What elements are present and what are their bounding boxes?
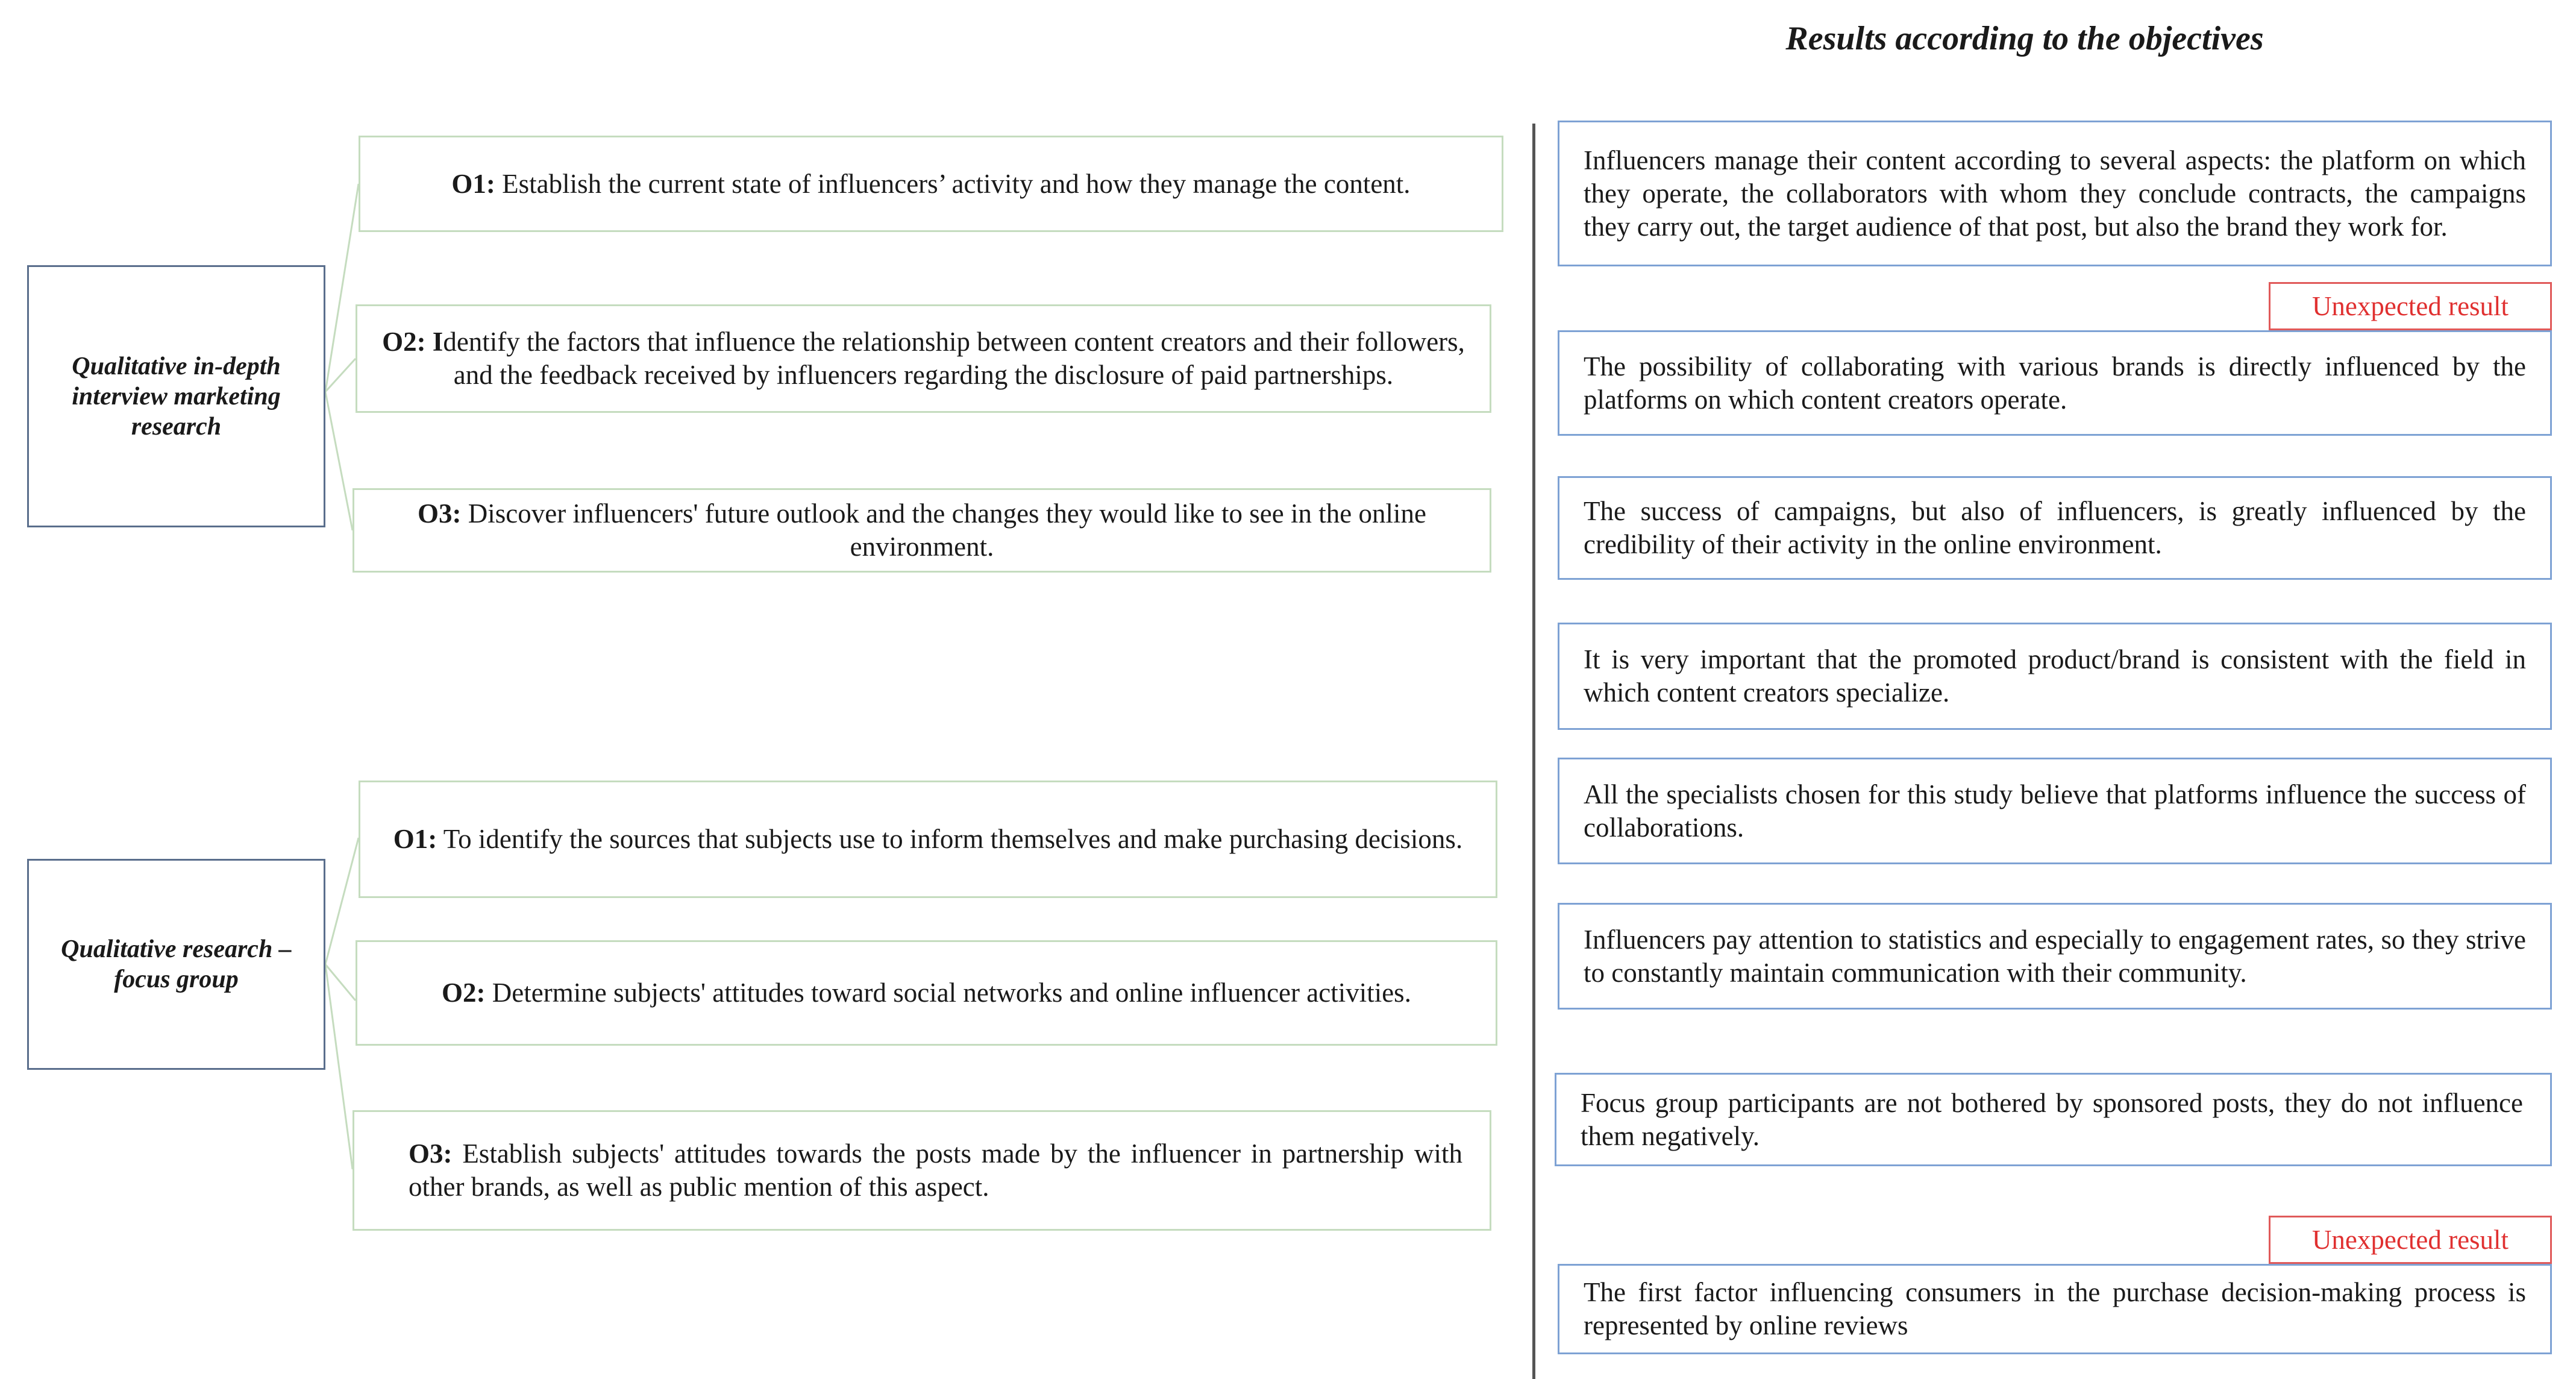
result-text: Influencers pay attention to statistics and especially to engagement rates, so they strive to constantly maintain communication with their community. [1584, 924, 2526, 988]
objective-text: To identify the sources that subjects use to inform themselves and make purchasing decisions. [437, 824, 1463, 854]
unexpected-result-badge-1 [2269, 282, 2552, 330]
objective-code: O2: I [382, 327, 443, 357]
objective-box-m2-o2 [356, 940, 1497, 1046]
result-text: The first factor influencing consumers in the purchase decision-making process is represented by online reviews [1584, 1277, 2526, 1340]
unexpected-label: Unexpected result [2311, 1225, 2509, 1255]
method-box-in-depth-interview [27, 265, 325, 527]
objective-text: Discover influencers' future outlook and the changes they would like to see in the online environment. [461, 498, 1426, 562]
objective-text: Establish the current state of influencers’ activity and how they manage the content. [495, 168, 1411, 199]
result-box-8 [1558, 1264, 2552, 1354]
result-text: The success of campaigns, but also of influencers, is greatly influenced by the credibility of their activity in the online environment. [1584, 496, 2526, 559]
connector-m2-o1 [325, 838, 359, 964]
objective-box-m2-o3 [353, 1110, 1491, 1231]
result-text: All the specialists chosen for this study believe that platforms influence the success of collaborations. [1584, 779, 2526, 843]
connector-m1-o3 [325, 392, 353, 530]
objective-code: O2: [442, 978, 486, 1008]
objective-code: O3: [409, 1139, 453, 1169]
method-box-focus-group [27, 859, 325, 1070]
result-box-3 [1558, 476, 2552, 580]
result-text: It is very important that the promoted product/brand is consistent with the field in which content creators specialize. [1584, 644, 2526, 708]
results-heading: Results according to the objectives [1785, 20, 2264, 57]
result-text: Focus group participants are not bothered by sponsored posts, they do not influence them negatively. [1581, 1087, 2523, 1151]
connector-m2-o3 [325, 964, 353, 1169]
unexpected-label: Unexpected result [2311, 291, 2509, 321]
result-box-6 [1558, 903, 2552, 1010]
column-divider [1532, 124, 1535, 1379]
objective-box-m2-o1 [359, 781, 1497, 898]
objective-text: Establish subjects' attitudes towards the posts made by the influencer in partnership with other brands, as well as public mention of this aspect. [409, 1139, 1462, 1202]
result-box-5 [1558, 758, 2552, 864]
result-text: Influencers manage their content according to several aspects: the platform on which they operate, the collaborators with whom they conclude contracts, the campaigns they carry out, the target audience of that post, but also the brand they work for. [1584, 145, 2526, 242]
result-box-1 [1558, 121, 2552, 266]
objective-box-m1-o2 [356, 304, 1491, 413]
objective-text: dentify the factors that influence the relationship between content creators and their followers, and the feedback received by influencers regarding the disclosure of paid partnerships. [443, 327, 1465, 390]
result-box-2 [1558, 330, 2552, 436]
unexpected-result-badge-2 [2269, 1216, 2552, 1264]
result-text: The possibility of collaborating with various brands is directly influenced by the platforms on which content creators operate. [1584, 351, 2526, 415]
objective-box-m1-o3 [353, 488, 1491, 573]
method-label: Qualitative in-depth interview marketing research [72, 352, 281, 441]
objective-code: O1: [393, 824, 437, 854]
objective-code: O1: [451, 168, 495, 199]
method-label: Qualitative research – focus group [61, 935, 292, 993]
objective-text: Determine subjects' attitudes toward social networks and online influencer activities. [485, 978, 1411, 1008]
result-box-4 [1558, 623, 2552, 730]
result-box-7 [1555, 1073, 2552, 1166]
objective-code: O3: [418, 498, 462, 529]
objective-box-m1-o1 [359, 136, 1503, 232]
